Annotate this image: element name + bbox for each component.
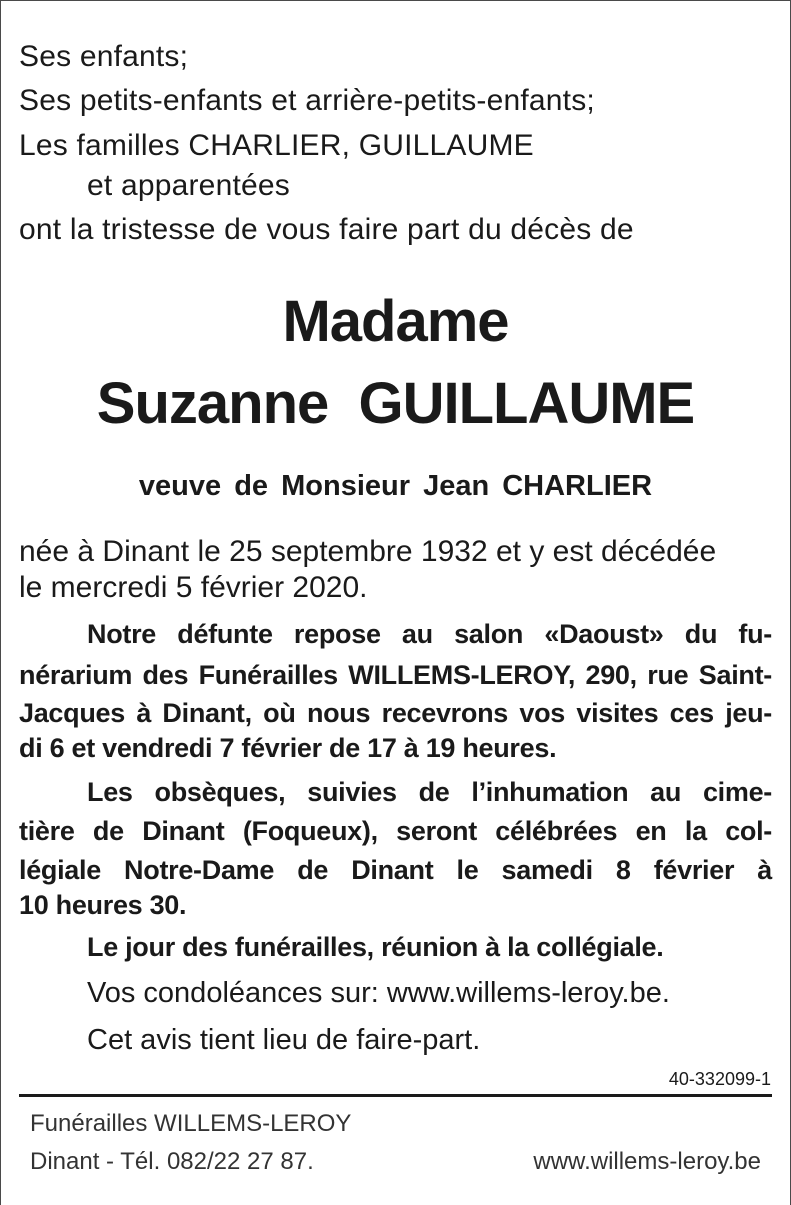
visits-line-2: nérarium des Funérailles WILLEMS-LEROY, 290, rue Saint- [19, 660, 772, 690]
footer-website: www.willems-leroy.be [533, 1148, 761, 1175]
intro-announcement: ont la tristesse de vous faire part du décès de [19, 213, 634, 246]
intro-grandchildren: Ses petits-enfants et arrière-petits-enfants; [19, 84, 595, 117]
deceased-title: Madame [282, 289, 509, 354]
footer-contact: Dinant - Tél. 082/22 27 87. [30, 1148, 314, 1175]
funeral-line-1: Les obsèques, suivies de l’inhumation au cime- [87, 777, 772, 807]
deceased-name: Suzanne GUILLAUME [96, 371, 695, 436]
funeral-line-4: 10 heures 30. [19, 890, 187, 920]
intro-relatives: et apparentées [87, 169, 290, 202]
gathering-note: Le jour des funérailles, réunion à la collégiale. [87, 932, 664, 962]
reference-number: 40-332099-1 [668, 1069, 771, 1089]
funeral-line-2: tière de Dinant (Foqueux), seront célébrées en la col- [19, 816, 772, 846]
intro-families: Les familles CHARLIER, GUILLAUME [19, 129, 534, 162]
divider [19, 1094, 772, 1097]
widow-of: veuve de Monsieur Jean CHARLIER [138, 470, 653, 502]
birth-death-line-1: née à Dinant le 25 septembre 1932 et y est décédée [19, 535, 717, 568]
condolences-line: Vos condoléances sur: www.willems-leroy.be. [87, 977, 670, 1009]
intro-children: Ses enfants; [19, 40, 189, 73]
visits-line-1: Notre défunte repose au salon «Daoust» du fu- [87, 619, 772, 649]
funeral-line-3: légiale Notre-Dame de Dinant le samedi 8 février à [19, 855, 772, 885]
visits-line-4: di 6 et vendredi 7 février de 17 à 19 heures. [19, 733, 557, 763]
footer-company: Funérailles WILLEMS-LEROY [30, 1110, 352, 1137]
faire-part-notice: Cet avis tient lieu de faire-part. [87, 1024, 481, 1056]
visits-line-3: Jacques à Dinant, où nous recevrons vos visites ces jeu- [19, 698, 772, 728]
birth-death-line-2: le mercredi 5 février 2020. [19, 571, 368, 604]
